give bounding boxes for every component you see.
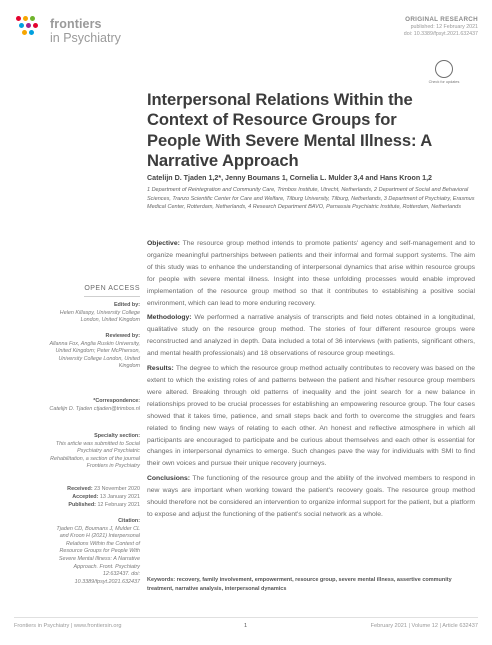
received-label: Received: <box>67 486 93 492</box>
frontiers-logo-icon <box>16 16 48 40</box>
reviewed-by-text: Allanna Fox, Anglia Ruskin University, United Kingdom; Peter McPherson, University College London, United Kingdom <box>49 340 140 370</box>
citation <box>48 518 140 586</box>
abstract <box>147 238 475 524</box>
correspondence-text[interactable]: Catelijn D. Tjaden ctjaden@trimbos.nl <box>49 405 140 412</box>
keywords: Keywords: recovery, family involvement, empowerment, resource group, severe mental illness, assertive community treatment, narrative analysis, interpersonal dynamics <box>147 577 452 592</box>
reviewed-by <box>48 333 140 371</box>
objective-text: The resource group method intends to promote patients' agency and self-management and to organize meaningful partnerships between patients and their informal and formal support systems. The aim of this study was to enhance the understanding of interpersonal dynamics that arise within resource groups for people with severe mental illness. Insight into these unfolding processes would enable improved implementation of the resource group method so that it contributes to establishing a positive social environment, which can lead to more enduring recovery. <box>147 240 476 307</box>
abstract-conclusions <box>147 473 475 521</box>
published-date: published: 12 February 2021 <box>410 24 478 30</box>
edited-by-label: Edited by: <box>113 302 140 308</box>
article-meta <box>404 16 478 38</box>
open-access-label: OPEN ACCESS <box>84 285 140 292</box>
accepted-label: Accepted: <box>72 494 99 500</box>
received-date <box>48 486 140 494</box>
doi-link[interactable]: doi: 10.3389/fpsyt.2021.632437 <box>403 31 478 37</box>
objective-label: Objective: <box>147 240 180 247</box>
specialty-section <box>48 433 140 471</box>
specialty-text: This article was submitted to Social Psychiatry and Psychiatric Rehabilitation, a section of the journal Frontiers in Psychiatry <box>50 440 140 470</box>
check-updates-badge[interactable] <box>428 60 460 90</box>
published-label: Published: <box>68 502 96 508</box>
results-text: The degree to which the resource group method actually contributes to recovery was based on the extent to which the existing roles of and patterns between the patient and his/her resource group members were altered. Breaking through old patterns of inequality and the joint search for a new balance in relationships proved to be crucial processes for establishing an empowering resource group. The four cases showed that it takes time, patience, and small steps back and forth to overcome the struggles and fears related to finding new ways of relating to each other. An honest and reflective atmosphere in which all participants are encouraged to participate and be curious about themselves and each other is essential for changes in interpersonal dynamics to emerge. Such changes pave the way for individuals with SMI to find their own voices and pursue their unique recovery journeys. <box>147 365 476 468</box>
abstract-objective <box>147 238 475 309</box>
journal-name-line1: frontiers <box>50 17 102 31</box>
methodology-label: Methodology: <box>147 314 192 322</box>
check-updates-icon <box>435 60 453 78</box>
journal-logo[interactable] <box>16 14 166 50</box>
citation-label: Citation: <box>118 518 140 524</box>
methodology-text: We performed a narrative analysis of transcripts and field notes obtained in a longitudinal, qualitative study on the resource group method. The stories of four different resource groups were reconstructed and analyzed in depth. Data included a total of 36 interviews (with patients, significant others, and mental health professionals) and 18 observations of resource group meetings. <box>147 314 475 358</box>
specialty-label: Specialty section: <box>94 433 140 439</box>
received-value: 23 November 2020 <box>94 486 140 492</box>
reviewed-by-label: Reviewed by: <box>105 333 140 339</box>
article-type: ORIGINAL RESEARCH <box>405 16 478 23</box>
footer-journal-link[interactable]: Frontiers in Psychiatry | www.frontiersin.org <box>14 623 122 629</box>
affiliations: 1 Department of Reintegration and Community Care, Trimbos Institute, Utrecht, Netherlands, 2 Department of Social and Behavioral Sciences, Tranzo Scientific Center for Care and Welfare, Tilburg University, Tilburg, Netherlands, 3 Department of Psychiatry, Erasmus Medical Center, Rotterdam, Netherlands, 4 Research Department BAVO, Parnassia Psychiatric Institute, Rotterdam, Netherlands <box>147 187 475 210</box>
edited-by <box>48 302 140 325</box>
footer-article-info: February 2021 | Volume 12 | Article 632437 <box>370 623 478 629</box>
article-title: Interpersonal Relations Within the Context of Resource Groups for People With Severe Mental Illness: A Narrative Approach <box>147 90 432 171</box>
accepted-value: 13 January 2021 <box>99 494 140 500</box>
author-list: Catelijn D. Tjaden 1,2*, Jenny Boumans 1, Cornelia L. Mulder 3,4 and Hans Kroon 1,2 <box>147 174 433 182</box>
page-number: 1 <box>244 623 248 629</box>
accepted-date <box>48 494 140 502</box>
conclusions-label: Conclusions: <box>147 475 191 483</box>
sidebar-divider <box>84 296 140 297</box>
edited-by-text: Helen Killaspy, University College London, United Kingdom <box>59 309 140 324</box>
published-value: 12 February 2021 <box>97 502 140 508</box>
journal-name-line2: in Psychiatry <box>50 31 121 45</box>
results-label: Results: <box>147 365 174 373</box>
footer-divider <box>14 617 478 618</box>
published-sidebar-date <box>48 502 140 510</box>
correspondence <box>48 398 140 413</box>
correspondence-label: *Correspondence: <box>93 398 140 404</box>
conclusions-text: The functioning of the resource group and the ability of the involved members to respond in new ways are important when working toward the patient's recovery goals. The resource group method should therefore not be considered an intervention to organize informal support for the patient, but a platform to expose and adjust the functioning of the patient's social network as a whole. <box>147 475 475 518</box>
abstract-methodology <box>147 312 475 360</box>
check-updates-label: Check for updates <box>428 80 460 84</box>
abstract-results <box>147 363 475 470</box>
citation-text: Tjaden CD, Boumans J, Mulder CL and Kroon H (2021) Interpersonal Relations Within the Context of Resource Groups for People With Severe Mental Illness: A Narrative Approach. Front. Psychiatry 12:632437. doi: 10.3389/fpsyt.2021.632437 <box>56 525 140 585</box>
